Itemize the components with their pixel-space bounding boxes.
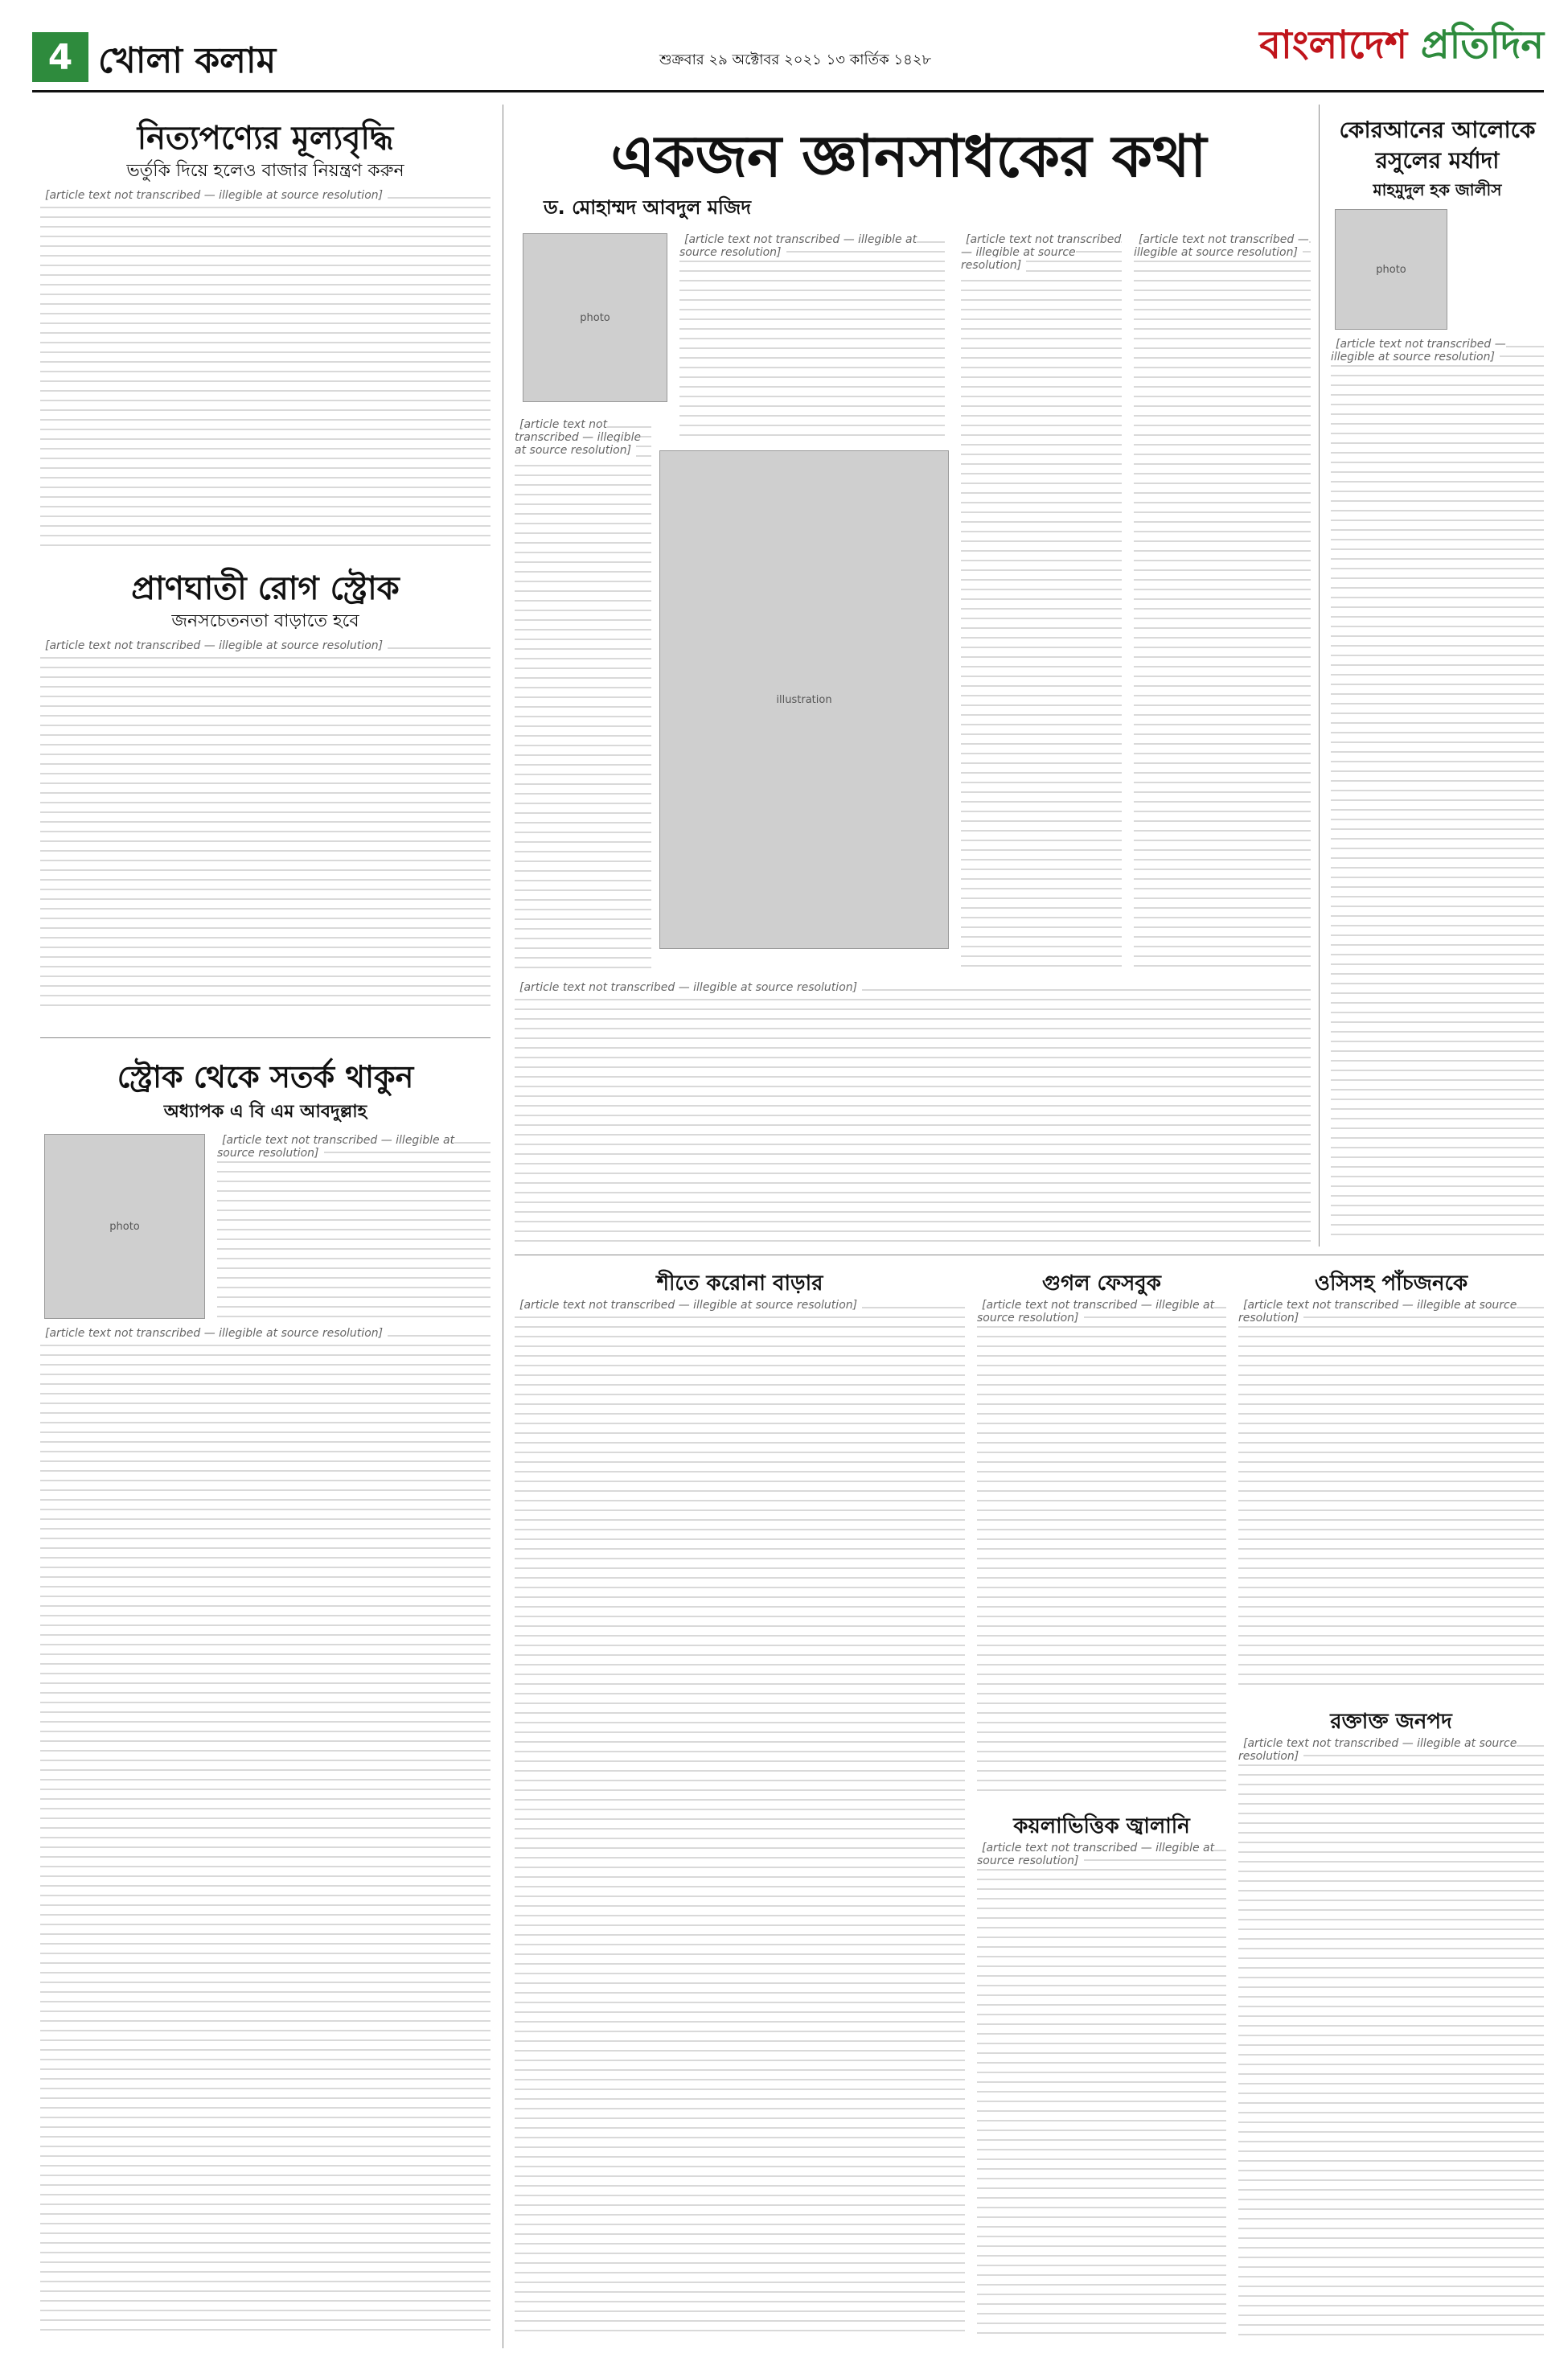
editorial1-title: নিত্যপণ্যের মূল্যবৃদ্ধি [137, 120, 394, 157]
story2-body [977, 1299, 1226, 1797]
editorial1-subtitle: ভর্তুকি দিয়ে হলেও বাজার নিয়ন্ত্রণ করুন [126, 161, 404, 181]
editorial2-body-placeholder: [article text not transcribed — illegible at source resolution] [40, 638, 388, 654]
lead-body-placeholder-2: [article text not transcribed — illegible at source resolution] [515, 418, 642, 457]
lead-body-placeholder-4: [article text not transcribed — illegible at source resolution] [1134, 233, 1309, 259]
author-photo: photo [44, 1134, 205, 1319]
article3-body-top [217, 1134, 491, 1319]
page-number-badge: 4 [32, 32, 88, 82]
right-body [1331, 338, 1544, 1238]
lead-body-col3 [961, 233, 1122, 973]
right-author-photo: photo [1335, 209, 1447, 330]
story4-body [977, 1842, 1226, 2336]
lead-body-placeholder-1: [article text not transcribed — illegible at source resolution] [679, 233, 917, 259]
lead-body-col1 [515, 418, 651, 973]
lead-body-bottom [515, 981, 1311, 1247]
masthead-logo-part1: বাংলাদেশ [1259, 23, 1408, 68]
right-title-line2: রসুলের মর্যাদা [1375, 147, 1500, 174]
masthead-logo-part2: প্রতিদিন [1420, 23, 1544, 68]
header-rule [32, 90, 1544, 92]
story3-title: ওসিসহ পাঁচজনকে [1314, 1271, 1468, 1296]
article3-body-placeholder-2: [article text not transcribed — illegible at source resolution] [40, 1325, 388, 1341]
dateline: শুক্রবার ২৯ অক্টোবর ২০২১ ১৩ কার্তিক ১৪২৮ [659, 51, 932, 68]
story5-body-placeholder: [article text not transcribed — illegible at source resolution] [1238, 1737, 1517, 1763]
story4-body-placeholder: [article text not transcribed — illegible at source resolution] [977, 1842, 1215, 1867]
lead-illustration: illustration [659, 450, 949, 949]
lead-title: একজন জ্ঞানসাধকের কথা [610, 122, 1207, 190]
right-title-line1: কোরআনের আলোকে [1339, 117, 1536, 143]
editorial2-title: প্রাণঘাতী রোগ স্ট্রোক [131, 570, 400, 607]
editorial2-subtitle: জনসচেতনতা বাড়াতে হবে [171, 611, 359, 631]
lead-body-placeholder-3: [article text not transcribed — illegible at source resolution] [961, 233, 1122, 272]
article3-byline: অধ্যাপক এ বি এম আবদুল্লাহ [163, 1102, 367, 1122]
right-byline: মাহমুদুল হক জালীস [1373, 180, 1502, 199]
lead-body-placeholder-5: [article text not transcribed — illegible at source resolution] [515, 980, 862, 996]
lead-body-col1-top [679, 233, 945, 442]
story3-body [1238, 1299, 1544, 1693]
lead-author-photo: photo [523, 233, 667, 402]
divider [40, 1037, 491, 1038]
story1-title: শীতে করোনা বাড়ার [656, 1271, 823, 1296]
column-divider [1319, 105, 1320, 1247]
story2-body-placeholder: [article text not transcribed — illegible at source resolution] [977, 1299, 1215, 1325]
editorial1-body-placeholder: [article text not transcribed — illegible at source resolution] [40, 187, 388, 203]
story1-body-placeholder: [article text not transcribed — illegible at source resolution] [515, 1297, 862, 1313]
story1-body [515, 1299, 965, 2336]
article3-title: স্ট্রোক থেকে সতর্ক থাকুন [117, 1059, 414, 1095]
editorial2-body [40, 639, 491, 1009]
masthead-logo [1238, 24, 1544, 67]
section-title: খোলা কলাম [98, 40, 277, 81]
article3-body-placeholder: [article text not transcribed — illegible at source resolution] [217, 1134, 455, 1160]
lead-byline: ড. মোহাম্মদ আবদুল মজিদ [544, 196, 751, 219]
editorial1-body [40, 189, 491, 551]
story4-title: কয়লাভিত্তিক জ্বালানি [1013, 1814, 1190, 1838]
story5-title: রক্তাক্ত জনপদ [1330, 1710, 1452, 1734]
right-body-placeholder: [article text not transcribed — illegible at source resolution] [1331, 338, 1506, 363]
article3-body [40, 1327, 491, 2332]
lead-body-col4 [1134, 233, 1311, 973]
story2-title: গুগল ফেসবুক [1042, 1271, 1161, 1296]
masthead [1238, 24, 1544, 92]
story3-body-placeholder: [article text not transcribed — illegible at source resolution] [1238, 1299, 1517, 1325]
story5-body [1238, 1737, 1544, 2336]
